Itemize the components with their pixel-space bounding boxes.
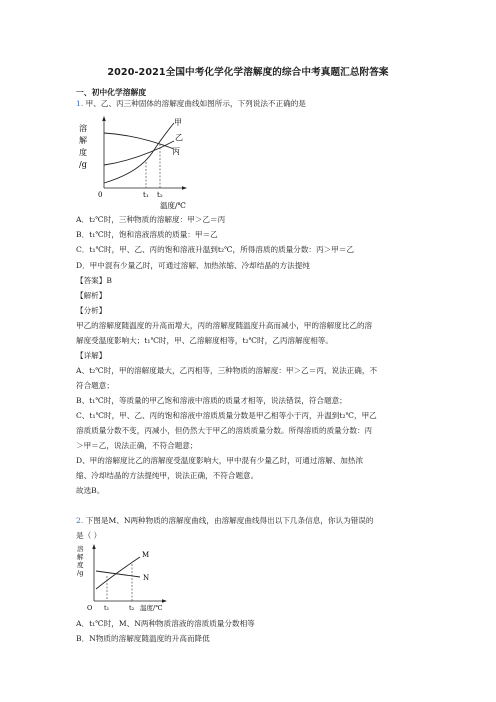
q2-stem-line-2: 是（ ） xyxy=(76,531,102,540)
q2-ylabel-4: /g xyxy=(77,569,84,577)
q1-detail-line: C、t₁℃时，甲、乙、丙的饱和溶液中溶质质量分数是甲乙相等小于丙，升温到t₂℃，甲乙 xyxy=(76,411,377,420)
q1-analysis-label: 【分析】 xyxy=(76,306,107,315)
q2-tick-t1: t₁ xyxy=(104,604,110,612)
q1-origin-label: 0 xyxy=(98,191,103,199)
q1-analysis-line: 解度受温度影响大；t₁℃时，甲、乙溶解度相等，t₂℃时，乙丙溶解度相等。 xyxy=(76,336,333,345)
q1-parse-label: 【解析】 xyxy=(76,291,107,300)
q1-detail-line: A、t₂℃时，甲的溶解度最大，乙丙相等，三种物质的溶解度：甲＞乙＝丙，说法正确，不 xyxy=(76,366,378,375)
q1-ylabel-3: 度 xyxy=(79,148,87,157)
document-title: 2020-2021全国中考化学化学溶解度的综合中考真题汇总附答案 xyxy=(107,67,389,78)
q1-solubility-chart xyxy=(76,113,196,213)
q1-detail-label: 【详解】 xyxy=(76,351,107,360)
q2-option-b: B．N物质的溶解度随温度的升高而降低 xyxy=(76,634,210,643)
q1-tick-t2: t₂ xyxy=(157,191,163,199)
q1-option-c: C．t₁℃时，甲、乙、丙的饱和溶液升温到t₂℃，所得溶质的质量分数：丙＞甲＝乙 xyxy=(76,245,354,254)
q1-stem: 甲、乙、丙三种固体的溶解度曲线如图所示，下列说法不正确的是 xyxy=(85,99,306,108)
q1-detail-line: 符合题意； xyxy=(76,381,114,390)
q1-stem-line xyxy=(76,99,306,109)
q1-series-label-jia: 甲 xyxy=(174,118,182,127)
q2-ylabel-3: 度 xyxy=(77,561,84,569)
q1-series-label-bing: 丙 xyxy=(172,147,180,156)
q1-ylabel-1: 溶 xyxy=(79,124,87,133)
q1-detail-line: 故选B。 xyxy=(76,486,105,495)
q1-option-d: D．甲中混有少量乙时，可通过溶解、加热浓缩、冷却结晶的方法提纯 xyxy=(76,261,310,270)
q2-tick-t2: t₂ xyxy=(129,604,135,612)
q1-option-b: B．t₁℃时，饱和溶液溶质的质量：甲＝乙 xyxy=(76,230,218,239)
q1-tick-t1: t₁ xyxy=(143,191,149,199)
q2-ylabel-2: 解 xyxy=(77,553,84,561)
q1-analysis-line: 甲乙的溶解度随温度的升高而增大，丙的溶解度随温度升高而减小，甲的溶解度比乙的溶 xyxy=(76,321,373,330)
q2-ylabel-1: 溶 xyxy=(77,545,84,553)
q1-ylabel-2: 解 xyxy=(79,136,87,145)
section-heading: 一、初中化学溶解度 xyxy=(76,88,147,97)
q1-detail-line: D、甲的溶解度比乙的溶解度受温度影响大，甲中混有少量乙时，可通过溶解、加热浓 xyxy=(76,456,364,465)
q2-solubility-chart xyxy=(76,543,196,617)
q1-number: 1. xyxy=(76,99,84,108)
q2-series-label-n: N xyxy=(143,574,150,582)
q1-detail-line: ＞甲＝乙，说法正确，不符合题意； xyxy=(76,441,198,450)
q1-answer: 【答案】B xyxy=(76,276,112,285)
q1-xlabel: 温度/℃ xyxy=(160,201,186,210)
q1-option-a: A．t₂℃时，三种物质的溶解度：甲＞乙＝丙 xyxy=(76,215,226,224)
q1-series-label-yi: 乙 xyxy=(175,133,183,142)
q2-option-a: A．t₁℃时，M、N两种物质溶液的溶质质量分数相等 xyxy=(76,619,255,628)
q1-detail-line: 溶质质量分数不变，丙减小，但仍然大于甲乙的溶质质量分数。所得溶质的质量分数：丙 xyxy=(76,426,373,435)
q1-detail-line: B、t₁℃时，等质量的甲乙饱和溶液中溶质的质量才相等，说法错误，符合题意； xyxy=(76,396,347,405)
q1-ylabel-4: /g xyxy=(79,160,87,169)
q2-xlabel: 温度/℃ xyxy=(140,604,163,612)
q2-stem: 下图是M、N两种物质的溶解度曲线，由溶解度曲线得出以下几条信息，你认为错误的 xyxy=(85,516,374,525)
q1-detail-line: 缩、冷却结晶的方法提纯甲，说法正确，不符合题意。 xyxy=(76,471,259,480)
q2-stem-line xyxy=(76,516,373,526)
q2-series-label-m: M xyxy=(142,551,150,559)
q2-origin-label: O xyxy=(87,604,93,612)
q2-number: 2. xyxy=(76,516,84,525)
